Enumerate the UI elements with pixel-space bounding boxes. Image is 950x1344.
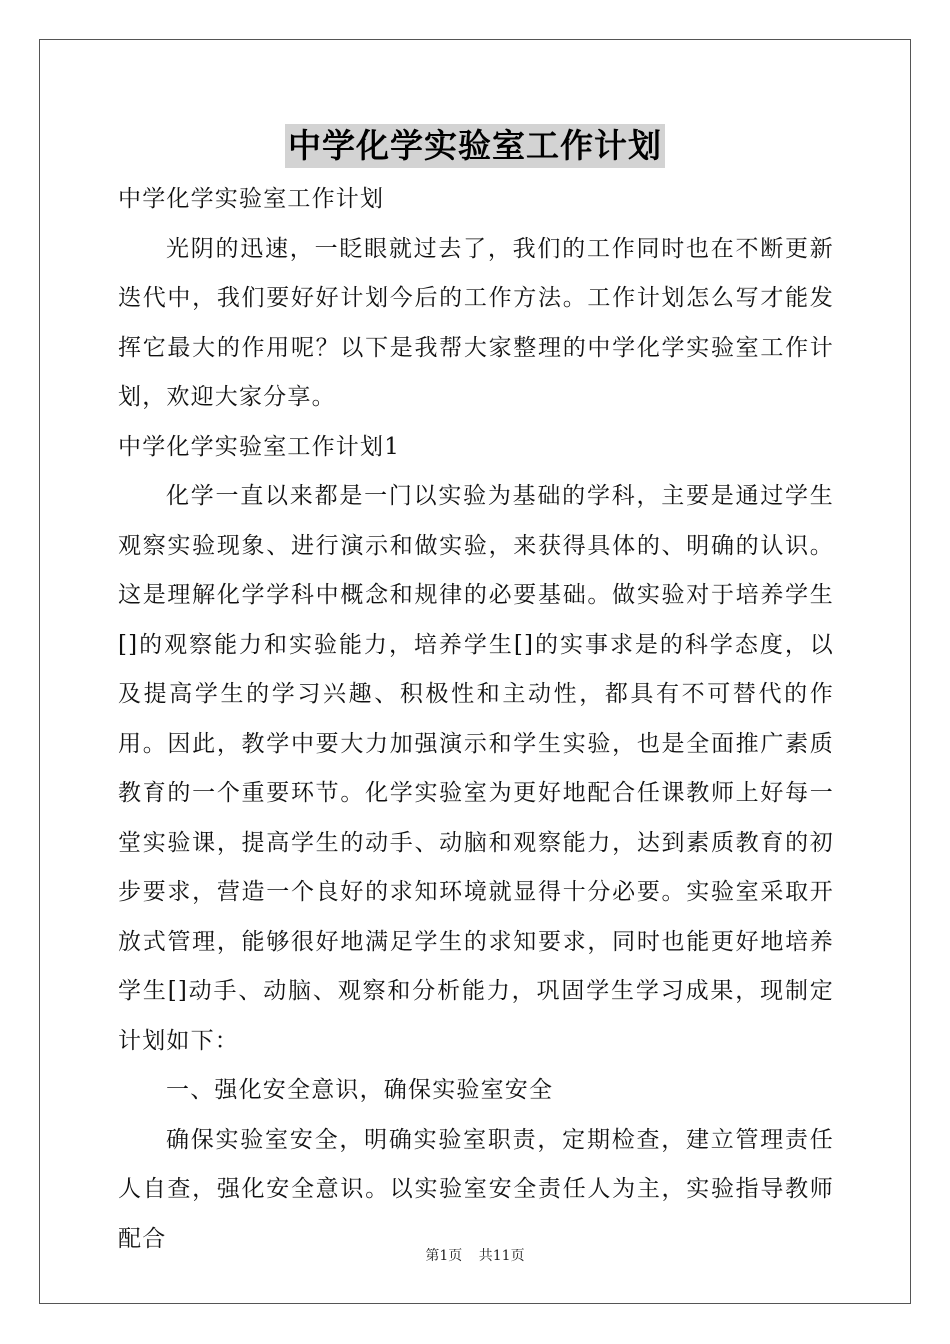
section-heading: 一、强化安全意识，确保实验室安全 [166,1077,554,1103]
paragraph: 中学化学实验室工作计划 [118,186,385,212]
page-total: 共11页 [478,1248,525,1264]
paragraph: 确保实验室安全，明确实验室职责，定期检查，建立管理责任人自查，强化安全意识。以实验室安全责任人为主，实验指导教师配合 [118,1126,834,1252]
title-wrap [0,124,950,168]
paragraph: 光阴的迅速，一眨眼就过去了，我们的工作同时也在不断更新迭代中，我们要好好计划今后的工作方法。工作计划怎么写才能发挥它最大的作用呢？以下是我帮大家整理的中学化学实验室工作计划，欢迎大家分享。 [118,235,834,410]
page-number: 第1页 [425,1248,463,1264]
paragraph: 中学化学实验室工作计划1 [118,433,401,460]
paragraph: 化学一直以来都是一门以实验为基础的学科，主要是通过学生观察实验现象、进行演示和做实验，来获得具体的、明确的认识。这是理解化学学科中概念和规律的必要基础。做实验对于培养学生[]的观察能力和实验能力，培养学生[]的实事求是的科学态度，以及提高学生的学习兴趣、积极性和主动性，都具有不可替代的作用。因此，教学中要大力加强演示和学生实验，也是全面推广素质教育的一个重要环节。化学实验室为更好地配合任课教师上好每一堂实验课，提高学生的动手、动脑和观察能力，达到素质教育的初步要求，营造一个良好的求知环境就显得十分必要。实验室采取开放式管理，能够很好地满足学生的求知要求，同时也能更好地培养学生[]动手、动脑、观察和分析能力，巩固学生学习成果，现制定计划如下： [118,483,834,1054]
document-title: 中学化学实验室工作计划 [285,124,665,168]
document-body [118,175,834,1264]
page-footer [0,1245,950,1265]
